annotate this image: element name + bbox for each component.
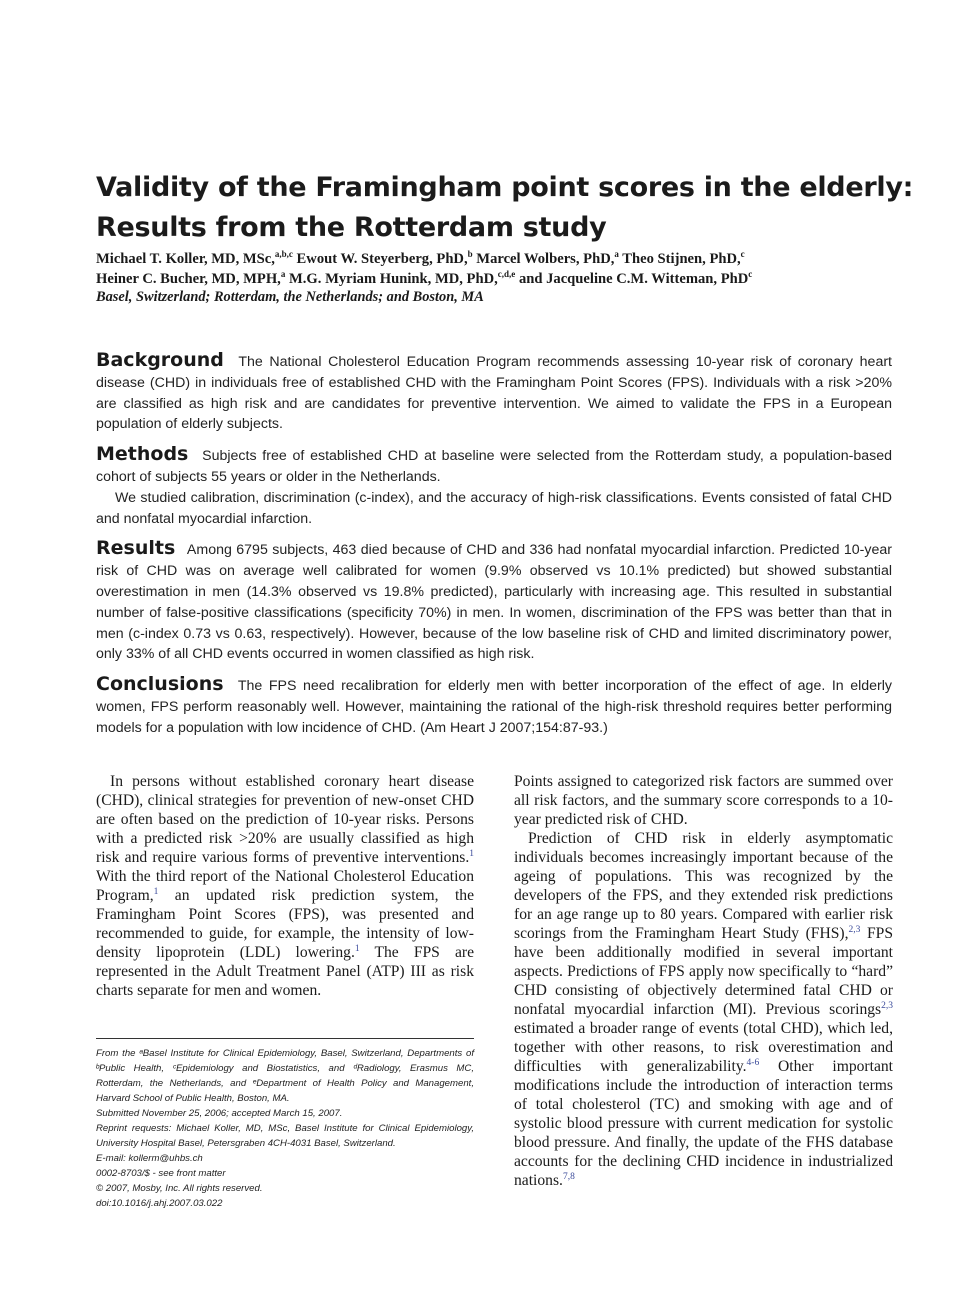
reference-link[interactable]: 2,3 [881, 1000, 893, 1011]
body-text: With the third report of the National Cholesterol Education Program, [96, 868, 474, 904]
abstract-methods [96, 444, 892, 488]
abstract-results-heading: Results [96, 537, 176, 560]
body-text: The FPS are represented in the Adult Treatment Panel (ATP) III as risk charts separate for men and women. [96, 944, 474, 999]
author-affiliation-mark: c,d,e [497, 269, 516, 280]
abstract-results [96, 538, 892, 665]
footnote-issn: 0002-8703/$ - see front matter [96, 1168, 226, 1179]
author-name: Heiner C. Bucher, MD, MPH, [96, 271, 281, 287]
reference-link[interactable]: 1 [354, 943, 360, 954]
abstract-background-heading: Background [96, 349, 224, 371]
abstract-methods-heading: Methods [96, 443, 189, 466]
body-text: Other important modifications include the introduction of interaction terms of total cholesterol (TC) and smoking with age and of systolic blood pressure with current medication for systolic blood pressure. And finally, the update of the FHS database accounts for the declining CHD incidence in industrialized nations. [514, 1058, 893, 1189]
body-paragraph [96, 772, 474, 1000]
author-name: Ewout W. Steyerberg, PhD, [296, 251, 468, 267]
abstract-background [96, 350, 892, 435]
abstract-background-text: The National Cholesterol Education Program recommends assessing 10-year risk of coronary heart disease (CHD) in individuals free of established CHD with the Framingham Point Scores (FPS). Individuals with a risk >20% are classified as high risk and are candidates for preventive intervention. We aimed to validate the FPS in a European population of elderly subjects. [96, 354, 892, 433]
author-name: Theo Stijnen, PhD, [622, 251, 741, 267]
article-title [96, 168, 916, 248]
reference-link[interactable]: 2,3 [848, 924, 861, 935]
footnotes [96, 1046, 474, 1211]
footnote-submitted: Submitted November 25, 2006; accepted March 15, 2007. [96, 1108, 343, 1119]
author-name: M.G. Myriam Hunink, MD, PhD, [289, 271, 498, 287]
reference-link[interactable]: 7,8 [562, 1171, 575, 1182]
footnote-email[interactable]: E-mail: kollerm@uhbs.ch [96, 1153, 203, 1164]
author-affiliation-mark: c [740, 249, 745, 260]
abstract-methods-text: Subjects free of established CHD at baseline were selected from the Rotterdam study, a population-based cohort of subjects 55 years or older in the Netherlands. [96, 448, 893, 485]
author-affiliation-mark: c [748, 269, 753, 280]
body-text: FPS have been additionally modified in several important aspects. Predictions of FPS apply now specifically to “hard” CHD consisting of objectively determined fatal CHD or nonfatal myocardial infarction (MI). Previous scorings [514, 925, 893, 1018]
body-text: Prediction of CHD risk in elderly asymptomatic individuals becomes increasingly important because of the ageing of populations. This was recognized by the developers of the FPS, and they extended risk predictions for an age range up to 80 years. Compared with earlier risk scorings from the Framingham Heart Study (FHS), [514, 830, 893, 942]
author-name: Marcel Wolbers, PhD, [476, 251, 615, 267]
body-paragraph [514, 829, 893, 1190]
body-text: estimated a broader range of events (total CHD), which led, together with other reasons, to risk overestimation and difficulties with generalizability. [514, 1020, 893, 1075]
footnote-affiliations: From the ᵃBasel Institute for Clinical Epidemiology, Basel, Switzerland, Departments of ᵇPublic Health, ᶜEpidemiology and Biostatistics, and ᵈRadiology, Erasmus MC, Rotterdam, the Netherlands, and ᵉDepartment of Health Policy and Management, Harvard School of Public Health, Boston, MA. [96, 1048, 474, 1104]
author-name: Michael T. Koller, MD, MSc, [96, 251, 275, 267]
author-name: and Jacqueline C.M. Witteman, PhD [518, 271, 749, 287]
author-affiliation-mark: a [614, 249, 619, 260]
body-column-left [96, 772, 474, 1000]
abstract-results-text: Among 6795 subjects, 463 died because of CHD and 336 had nonfatal myocardial infarction. Predicted 10-year risk of CHD was on average well calibrated for women (9.9% observed vs 10.1% predicted) but showed substantial overestimation in men (14.3% observed vs 19.8% predicted), particularly with increasing age. This resulted in substantial number of false-positive classifications (specificity 70%) in men. In women, discrimination of the FPS was better than that in men (c-index 0.73 vs 0.63, respectively). However, because of the low baseline risk of CHD and limited discriminatory power, only 33% of all CHD events occurred in women classified as high risk. [96, 542, 892, 663]
author-list [96, 249, 896, 289]
author-affiliation-mark: b [467, 249, 473, 260]
footnote-reprint: Reprint requests: Michael Koller, MD, MSc, Basel Institute for Clinical Epidemiology, University Hospital Basel, Petersgraben 4CH-4031 Basel, Switzerland. [96, 1123, 474, 1149]
abstract-conclusions [96, 674, 892, 738]
footnote-copyright: © 2007, Mosby, Inc. All rights reserved. [96, 1183, 263, 1194]
body-text: an updated risk prediction system, the Framingham Point Scores (FPS), was presented and recommended to guide, for example, the intensity of low-density lipoprotein (LDL) lowering. [96, 887, 474, 961]
body-column-right [514, 772, 893, 1190]
title-line-1: Validity of the Framingham point scores in the elderly: [96, 172, 914, 203]
footnote-doi[interactable]: doi:10.1016/j.ahj.2007.03.022 [96, 1198, 223, 1209]
abstract-conclusions-text: The FPS need recalibration for elderly men with better incorporation of the effect of age. In elderly women, FPS perform reasonably well. However, maintaining the rational of the high-risk threshold requires better performing models for a population with low incidence of CHD. (Am Heart J 2007;154:87-93.) [96, 678, 892, 736]
reference-link[interactable]: 1 [153, 886, 159, 897]
abstract-conclusions-heading: Conclusions [96, 673, 224, 696]
footnote-divider [96, 1038, 474, 1039]
reference-link[interactable]: 1 [469, 848, 474, 859]
reference-link[interactable]: 4-6 [746, 1057, 760, 1068]
abstract-methods-text-2: We studied calibration, discrimination (c-index), and the accuracy of high-risk classifications. Events consisted of fatal CHD and nonfatal myocardial infarction. [96, 489, 892, 527]
body-paragraph: Points assigned to categorized risk factors are summed over all risk factors, and the summary score corresponds to a 10-year predicted risk of CHD. [514, 773, 893, 828]
author-locations: Basel, Switzerland; Rotterdam, the Netherlands; and Boston, MA [96, 289, 484, 305]
author-affiliation-mark: a,b,c [274, 249, 293, 260]
body-text: In persons without established coronary heart disease (CHD), clinical strategies for prevention of new-onset CHD are often based on the prediction of 10-year risks. Persons with a predicted risk >20% are usually classified as high risk and require various forms of preventive interventions. [96, 773, 474, 866]
title-line-2: Results from the Rotterdam study [96, 212, 607, 243]
abstract [96, 350, 892, 739]
author-affiliation-mark: a [280, 269, 286, 280]
